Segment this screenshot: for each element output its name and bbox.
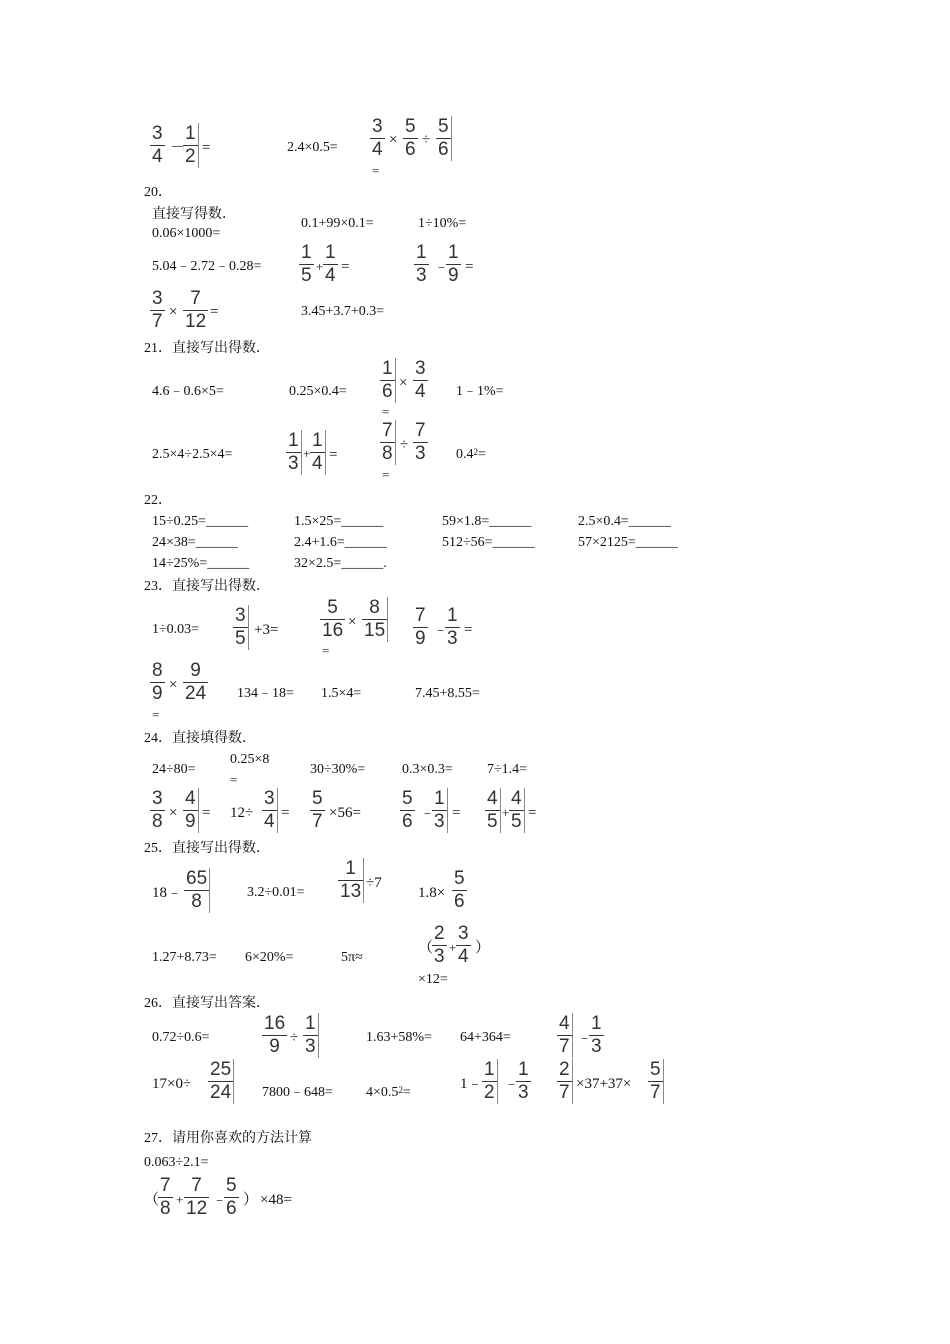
expression: 0.1+99×0.1= [301,216,374,231]
minus-sign: ﹣ [577,1030,593,1046]
fraction: 16 9 [264,1013,286,1057]
equals-sign: = [464,622,473,638]
expression: 5π≈ [341,950,363,965]
minus-sign: － [170,140,186,156]
left-paren: （ [418,940,434,956]
equals-sign: = [382,404,390,419]
fill-blank: 15÷0.25=______ [152,514,249,529]
equals-sign: = [329,447,338,463]
expression-middle: ×37+37× [576,1076,632,1092]
expression-tail: +3= [254,622,279,638]
fraction: 1 3 [286,430,302,475]
expression-tail: ×48= [260,1192,292,1208]
fraction: 1 6 [380,358,396,403]
expression-tail: ×12= [418,972,448,987]
fraction: 3 4 [372,116,383,160]
fraction: 4 9 [183,788,199,833]
times-sign: × [399,375,408,391]
fraction: 7 12 [185,288,207,332]
expression: 0.72÷0.6= [152,1030,210,1045]
fraction: 5 7 [648,1059,664,1104]
divide-sign: ÷ [290,1030,299,1046]
equals-sign: = [528,805,537,821]
times-sign: × [389,132,398,148]
times-sign: × [169,805,178,821]
fraction: 3 4 [458,923,469,967]
equals-sign: = [152,707,160,722]
fraction: 8 15 [362,597,388,642]
fraction: 2 7 [557,1059,573,1104]
question-title: 直接写得数． [152,207,236,222]
fraction: 2 3 [434,923,445,967]
question-title: 25．直接写出得数． [144,841,270,856]
fraction: 1 9 [448,242,459,286]
expression: 12÷ [230,805,254,821]
fraction: 1 2 [183,123,199,168]
plus-sign: + [176,1192,184,1207]
fill-blank: 1.5×25=______ [294,514,384,529]
fraction: 7 8 [380,420,396,465]
expression: 7.45+8.55= [415,686,480,701]
plus-sign: + [316,259,324,274]
fraction: 4 7 [557,1013,573,1058]
question-title: 26．直接写出答案． [144,996,270,1011]
fill-blank: 59×1.8=______ [442,514,532,529]
expression: 1÷10%= [418,216,467,231]
expression: 0.25×8 [230,752,270,767]
equals-sign: = [281,805,290,821]
fraction: 3 4 [152,123,163,167]
fraction: 3 8 [152,788,163,832]
expression: 7800﹣648= [262,1085,333,1100]
question-number: 20． [144,185,172,200]
fraction: 7 8 [160,1175,171,1219]
left-paren: （ [144,1192,160,1208]
fraction: 7 9 [415,605,426,649]
divide-sign: ÷ [422,132,431,148]
times-sign: × [169,677,178,693]
fraction: 5 7 [312,788,323,832]
right-paren: ） [475,940,491,956]
expression: 4.6﹣0.6×5= [152,384,224,399]
equals-sign: = [230,772,238,787]
fraction: 5 6 [454,868,465,912]
divide-sign: ÷ [400,437,409,453]
expression: 7÷1.4= [487,762,528,777]
expression: 5.04﹣2.72﹣0.28= [152,259,262,274]
fill-blank: 24×38=______ [152,535,238,550]
fraction: 5 6 [405,116,416,160]
fraction: 1 3 [447,605,458,649]
minus-sign: ﹣ [420,805,436,821]
fraction: 3 4 [262,788,278,833]
equals-sign: = [202,140,211,156]
equals-sign: = [202,805,211,821]
expression: 1﹣ [460,1076,483,1092]
fraction: 3 5 [233,605,249,650]
expression: 0.3×0.3= [402,762,453,777]
expression: 1.8× [418,885,446,901]
expression: 1.5×4= [321,686,362,701]
expression: 24÷80= [152,762,196,777]
fill-blank: 512÷56=______ [442,535,535,550]
fraction: 5 16 [322,597,344,641]
right-paren: ） [243,1192,259,1208]
expression: 64+364= [460,1030,511,1045]
expression: 1.27+8.73= [152,950,217,965]
fraction: 1 5 [301,242,312,286]
expression-tail: ×56= [329,805,361,821]
fraction: 65 8 [184,868,210,913]
fraction: 25 24 [208,1059,234,1104]
fraction: 5 6 [436,116,452,161]
minus-sign: ﹣ [212,1192,228,1208]
expression: 1÷0.03= [152,622,200,637]
fill-blank: 2.5×0.4=______ [578,514,671,529]
fill-blank: 57×2125=______ [578,535,678,550]
fraction: 1 13 [338,858,364,903]
expression: 1.63+58%= [366,1030,432,1045]
fraction: 5 6 [226,1175,237,1219]
fraction: 1 3 [303,1013,319,1058]
equals-sign: = [372,163,380,178]
fraction: 1 3 [416,242,427,286]
fraction: 3 7 [152,288,163,332]
plus-sign: + [502,805,510,820]
fraction: 1 2 [482,1059,498,1104]
fraction: 1 4 [310,430,326,475]
expression: 2.5×4÷2.5×4= [152,447,233,462]
equals-sign: = [322,643,330,658]
plus-sign: + [303,446,311,461]
expression: $4\times 0.5^2=$ [366,1085,411,1100]
expression: 6×20%= [245,950,294,965]
question-title: 23．直接写出得数． [144,579,270,594]
expression-tail: ÷7 [366,875,382,891]
minus-sign: ﹣ [433,622,449,638]
question-title: 24．直接填得数． [144,731,256,746]
equals-sign: = [341,259,350,275]
expression: 17×0÷ [152,1076,192,1092]
question-title: 21．直接写出得数． [144,341,270,356]
equals-sign: = [210,304,219,320]
question-title: 27．请用你喜欢的方法计算 [144,1131,312,1146]
expression: 0.25×0.4= [289,384,347,399]
plus-sign: + [449,940,457,955]
fraction: 3 4 [415,358,426,402]
question-number: 22． [144,493,172,508]
fraction: 9 24 [185,660,207,704]
times-sign: × [348,614,357,630]
expression: 2.4×0.5= [287,140,338,155]
expression: 3.2÷0.01= [247,885,305,900]
fill-blank: 32×2.5=______. [294,556,387,571]
equals-sign: = [452,805,461,821]
fraction: 7 12 [186,1175,208,1219]
expression: 18﹣ [152,885,183,901]
fraction: 8 9 [152,660,163,704]
equals-sign: = [465,259,474,275]
expression: 0.06×1000= [152,226,221,241]
fraction: 1 3 [432,788,448,833]
fraction: 7 3 [415,420,426,464]
expression: 3.45+3.7+0.3= [301,304,385,319]
fill-blank: 14÷25%=______ [152,556,250,571]
expression: $0.4^2=$ [456,447,486,462]
fraction: 1 4 [325,242,336,286]
minus-sign: ﹣ [434,259,450,275]
expression: 1﹣1%= [456,384,504,399]
equals-sign: = [382,467,390,482]
fraction: 1 3 [518,1059,529,1103]
fraction: 4 5 [509,788,525,833]
expression: 134﹣18= [237,686,294,701]
fraction: 4 5 [485,788,501,833]
fraction: 1 3 [591,1013,602,1057]
fill-blank: 2.4+1.6=______ [294,535,387,550]
minus-sign: ﹣ [504,1076,520,1092]
expression: 30÷30%= [310,762,366,777]
times-sign: × [169,304,178,320]
fraction: 5 6 [402,788,413,832]
expression: 0.063÷2.1= [144,1155,209,1170]
